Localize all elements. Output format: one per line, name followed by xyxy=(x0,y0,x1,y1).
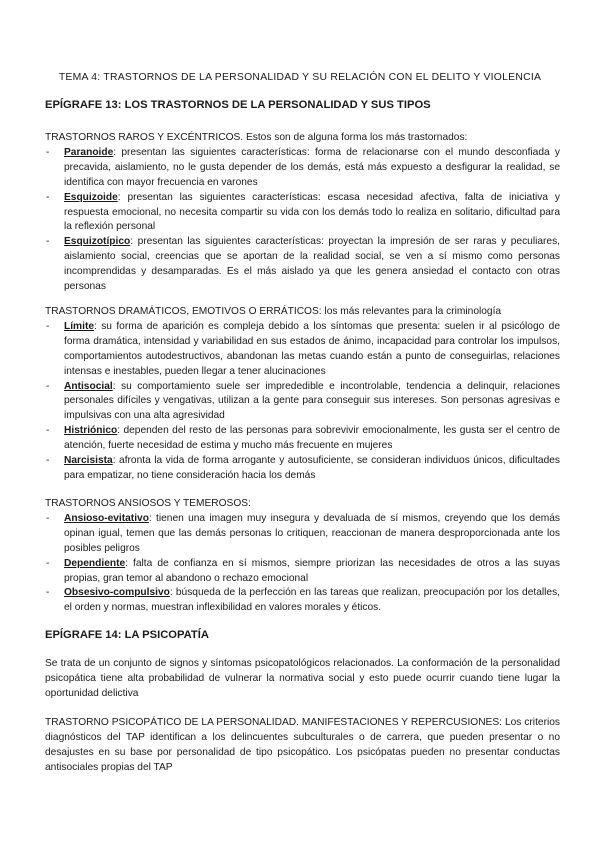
group-intro: TRASTORNOS ANSIOSOS Y TEMEROSOS: xyxy=(45,498,251,509)
bullet-dash: - xyxy=(46,557,50,569)
item-text: : su forma de aparición es compleja debido a los síntomas que presenta: suelen ir al psicólogo de forma dramática, intensidad y variabilidad en sus estados de ánimo, incapacidad para controlar los impulsos, comportamientos autodestructivos, abandonan las metas cuando están a punto de conseguirlas, relaciones intensas e inestables, pueden llegar a tener alucinaciones xyxy=(64,320,560,377)
section-heading-epigrafe-13: EPÍGRAFE 13: LOS TRASTORNOS DE LA PERSONALIDAD Y SUS TIPOS xyxy=(45,99,431,111)
item-text: : tienen una imagen muy insegura y devaluada de sí mismos, creyendo que los demás opinan igual, temen que las demás personas lo critiquen, reaccionan de manera desproporcionada ante los posibles peligros xyxy=(64,512,560,554)
disorder-list xyxy=(45,146,560,295)
term-esquizoide: Esquizoide xyxy=(64,191,118,203)
list-item-narcisista xyxy=(45,454,560,484)
bullet-dash: - xyxy=(46,236,50,248)
list-item-esquizotipico xyxy=(45,235,560,295)
disorder-list xyxy=(45,320,560,484)
list-item-esquizoide xyxy=(45,191,560,236)
bullet-dash: - xyxy=(46,320,50,332)
paragraph-text: TRASTORNO PSICOPÁTICO DE LA PERSONALIDAD. MANIFESTACIONES Y REPERCUSIONES: Los criterios diagnósticos del TAP identifican a los delincuentes subculturales o de carrera, que pueden presentar o no desajustes en su base por personalidad de tipo psicopático. Los psicópatas pueden no presentar conductas antisociales propias del TAP xyxy=(45,717,560,773)
list-item-paranoide xyxy=(45,146,560,191)
item-text: : presentan las siguientes características: forma de relacionarse con el mundo desconfiada y precavida, aislamiento, no le gusta depender de los demás, está más expuesto a desfigurar la realidad, se identifica con mayor frecuencia en varones xyxy=(64,146,560,188)
list-item-obsesivo-compulsivo xyxy=(45,586,560,616)
disorder-list xyxy=(45,512,560,616)
item-text: : dependen del resto de las personas para sobrevivir emocionalmente, les gusta ser el centro de atención, fuerte necesidad de estima y mucho más frecuente en mujeres xyxy=(64,425,560,452)
list-item-antisocial xyxy=(45,380,560,425)
group-ansiosos-temerosos xyxy=(45,497,560,616)
bullet-dash: - xyxy=(46,191,50,203)
item-text: : presentan las siguientes características: proyectan la impresión de ser raras y peculiares, aislamiento social, creencias que se aportan de la realidad social, se ven a sí mismo como personas incomprendidas y desamparadas. Es el más aislado ya que les genera ansiedad el contacto con otras personas xyxy=(64,236,560,293)
list-item-limite xyxy=(45,320,560,380)
item-text: : su comportamiento suele ser imprededible e incontrolable, tendencia a delinquir, relaciones personales difíciles y vengativas, utilizan a la gente para conseguir sus intereses. Son personas agresivas e impulsivas con una alta agresividad xyxy=(64,380,560,422)
term-histrionico: Histriónico xyxy=(64,425,118,437)
group-intro: TRASTORNOS RAROS Y EXCÉNTRICOS. Estos son de alguna forma los más trastornados: xyxy=(45,132,468,143)
group-intro: TRASTORNOS DRAMÁTICOS, EMOTIVOS O ERRÁTICOS: los más relevantes para la criminología xyxy=(45,306,502,317)
group-raros-excentricos xyxy=(45,131,560,295)
list-item-histrionico xyxy=(45,424,560,454)
psicopatia-paragraph-1 xyxy=(45,657,560,702)
bullet-dash: - xyxy=(46,380,50,392)
group-dramaticos-emotivos xyxy=(45,305,560,484)
term-limite: Límite xyxy=(64,320,95,332)
document-title: TEMA 4: TRASTORNOS DE LA PERSONALIDAD Y SU RELACIÓN CON EL DELITO Y VIOLENCIA xyxy=(58,72,542,83)
paragraph-text: Se trata de un conjunto de signos y síntomas psicopatológicos relacionados. La conformación de la personalidad psicopática tiene alta probabilidad de vulnerar la normativa social y esto puede ocurrir cuando tiene lugar la oportunidad delictiva xyxy=(45,658,560,699)
item-text: : presentan las siguientes características: escasa necesidad afectiva, falta de iniciativa y respuesta emocional, no necesita compartir su vida con los demás todo lo realiza en solitario, dificultad para la reflexión personal xyxy=(64,191,560,233)
item-text: : búsqueda de la perfección en las tareas que realizan, preocupación por los detalles, el orden y normas, muestran inflexibilidad en valores morales y éticos. xyxy=(64,587,560,614)
term-paranoide: Paranoide xyxy=(64,146,114,158)
list-item-dependiente xyxy=(45,557,560,587)
term-obsesivo-compulsivo: Obsesivo-compulsivo xyxy=(64,587,170,599)
bullet-dash: - xyxy=(46,146,50,158)
term-antisocial: Antisocial xyxy=(64,380,113,392)
section-heading-epigrafe-14: EPÍGRAFE 14: LA PSICOPATÍA xyxy=(45,629,209,641)
psicopatia-paragraph-2 xyxy=(45,716,560,776)
term-dependiente: Dependiente xyxy=(64,557,126,569)
item-text: : afronta la vida de forma arrogante y autosuficiente, se consideran individuos únicos, dificultades para empatizar, no tiene consideración hacia los demás xyxy=(64,455,560,481)
item-text: : falta de confianza en sí mismos, siempre priorizan las necesidades de otros a las suyas propias, gran temor al abandono o rechazo emocional xyxy=(64,557,560,584)
bullet-dash: - xyxy=(46,455,50,467)
term-esquizotipico: Esquizotípico xyxy=(64,236,131,248)
term-narcisista: Narcisista xyxy=(64,455,113,467)
list-item-ansioso-evitativo xyxy=(45,512,560,557)
term-ansioso-evitativo: Ansioso-evitativo xyxy=(64,512,149,524)
bullet-dash: - xyxy=(46,512,50,524)
bullet-dash: - xyxy=(46,587,50,599)
bullet-dash: - xyxy=(46,425,50,437)
